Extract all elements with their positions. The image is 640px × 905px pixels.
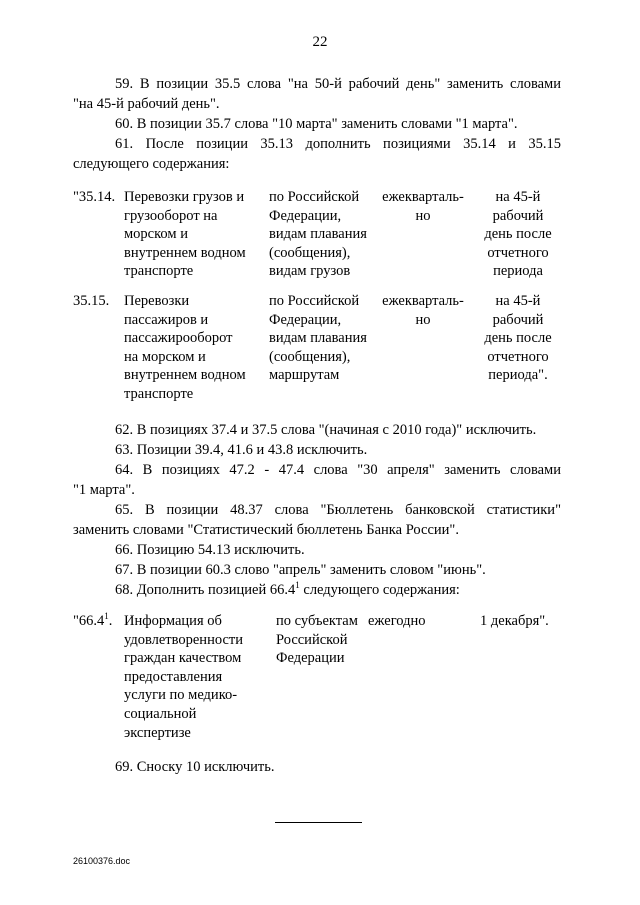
table-row-name: Перевозки пассажиров и пассажирооборот на морском и внутреннем водном транспорте bbox=[124, 293, 246, 402]
table-row-number: "35.14. bbox=[73, 189, 116, 205]
item-60: 60. В позиции 35.7 слова "10 марта" заменить словами "1 марта". bbox=[115, 116, 518, 132]
item-65-line1: 65. В позиции 48.37 слова "Бюллетень банковской статистики" bbox=[115, 502, 561, 518]
item-61-line2: следующего содержания: bbox=[73, 156, 230, 172]
item-67: 67. В позиции 60.3 слово "апрель" заменить словом "июнь". bbox=[115, 562, 486, 578]
item-68: 68. Дополнить позицией 66.4$^1$ следующего содержания: bbox=[115, 580, 460, 598]
item-62: 62. В позициях 37.4 и 37.5 слова "(начиная с 2010 года)" исключить. bbox=[115, 422, 537, 438]
item-61-line1: 61. После позиции 35.13 дополнить позициями 35.14 и 35.15 bbox=[115, 136, 561, 152]
table-row-breakdown: по субъектам Российской Федерации bbox=[276, 613, 358, 667]
table-row-deadline: на 45-й рабочий день после отчетного периода bbox=[484, 189, 552, 280]
item-59-line1: 59. В позиции 35.5 слова "на 50-й рабочий день" заменить словами bbox=[115, 76, 561, 92]
table-row-name: Перевозки грузов и грузооборот на морском и внутреннем водном транспорте bbox=[124, 189, 246, 280]
table-row-name: Информация об удовлетворенности граждан качеством предоставления услуги по медико- социальной экспертизе bbox=[124, 613, 243, 741]
item-69: 69. Сноску 10 исключить. bbox=[115, 759, 275, 775]
footnote-separator bbox=[275, 822, 362, 823]
item-64-line2: "1 марта". bbox=[73, 482, 135, 498]
table-row-number: 35.15. bbox=[73, 293, 110, 309]
table-row-number: "66.4$^1$. bbox=[73, 611, 113, 629]
table-row-deadline: 1 декабря". bbox=[480, 613, 549, 629]
document-code: 26100376.doc bbox=[73, 856, 131, 866]
item-59-line2: "на 45-й рабочий день". bbox=[73, 96, 220, 112]
item-63: 63. Позиции 39.4, 41.6 и 43.8 исключить. bbox=[115, 442, 368, 458]
item-64-line1: 64. В позициях 47.2 - 47.4 слова "30 апреля" заменить словами bbox=[115, 462, 561, 478]
table-row-periodicity: ежекварталь- но bbox=[382, 189, 464, 224]
table-row-periodicity: ежегодно bbox=[368, 613, 426, 629]
item-66: 66. Позицию 54.13 исключить. bbox=[115, 542, 305, 558]
table-row-periodicity: ежекварталь- но bbox=[382, 293, 464, 328]
table-row-deadline: на 45-й рабочий день после отчетного периода". bbox=[484, 293, 552, 384]
item-65-line2: заменить словами "Статистический бюллетень Банка России". bbox=[73, 522, 459, 538]
table-row-breakdown: по Российской Федерации, видам плавания (сообщения), маршрутам bbox=[269, 293, 367, 384]
page-number: 22 bbox=[312, 34, 328, 50]
table-row-breakdown: по Российской Федерации, видам плавания (сообщения), видам грузов bbox=[269, 189, 367, 280]
